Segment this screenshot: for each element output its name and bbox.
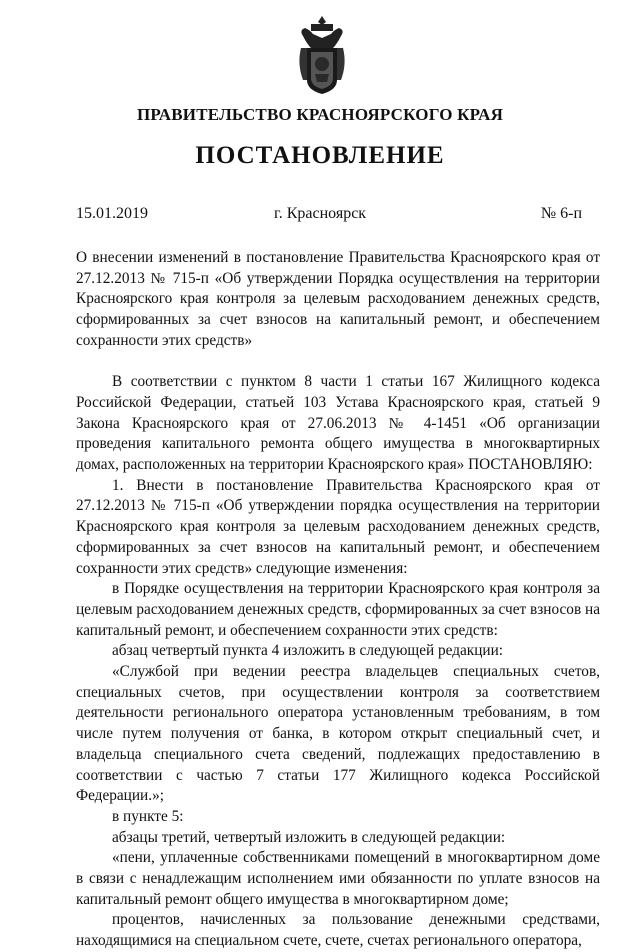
document-number: № 6-п — [540, 205, 582, 222]
coat-of-arms-icon — [297, 14, 347, 96]
document-body — [76, 248, 600, 952]
document-subject: О внесении изменений в постановление Правительства Красноярского края от 27.12.2013 № 715-п «Об утверждении Порядка осуществления на территории Красноярского края контроля за целевым расходованием денежных средств, сформированных за счет взносов на капитальный ремонт, и обеспечением сохранности этих средств» — [76, 249, 600, 349]
paragraph-procedure-intro: в Порядке осуществления на территории Красноярского края контроля за целевым расходованием денежных средств, сформированных за счет взносов на капитальный ремонт, и обеспечением сохранности этих средств: — [76, 580, 600, 639]
document-type-title: ПОСТАНОВЛЕНИЕ — [195, 142, 445, 169]
paragraph-clause-4: абзац четвертый пункта 4 изложить в следующей редакции: — [112, 642, 504, 660]
document-city: г. Красноярск — [273, 205, 367, 222]
document-date: 15.01.2019 — [76, 205, 148, 222]
paragraph-clause-5: в пункте 5: — [112, 807, 184, 825]
organization-title: ПРАВИТЕЛЬСТВО КРАСНОЯРСКОГО КРАЯ — [136, 105, 504, 124]
paragraph-item-1: 1. Внести в постановление Правительства Красноярского края от 27.12.2013 № 715-п «Об утверждении порядка осуществления на территории Красноярского края контроля за целевым расходованием денежных средств, сформированных за счет взносов на капитальный ремонт, и обеспечением сохранности этих средств» следующие изменения: — [76, 476, 600, 577]
paragraph-interest: процентов, начисленных за пользование денежными средствами, находящимися на специальном счете, счете, счетах регионального оператора, — [76, 911, 600, 950]
paragraph-paragraphs-3-4: абзацы третий, четвертый изложить в следующей редакции: — [112, 828, 506, 846]
paragraph-quote-penalties: «пени, уплаченные собственниками помещений в многоквартирном доме в связи с ненадлежащим исполнением ими обязанности по уплате взносов на капитальный ремонт общего имущества в многоквартирном доме; — [76, 849, 600, 908]
paragraph-preamble: В соответствии с пунктом 8 части 1 статьи 167 Жилищного кодекса Российской Федерации, статьей 103 Устава Красноярского края, статьей 9 Закона Красноярского края от 27.06.2013 № 4-1451 «Об организации проведения капитального ремонта общего имущества в многоквартирных домах, расположенных на территории Красноярского края» ПОСТАНОВЛЯЮ: — [76, 373, 600, 474]
paragraph-quote-service: «Службой при ведении реестра владельцев специальных счетов, специальных счетов, при осуществлении контроля за соответствием деятельности регионального оператора установленным требованиям, в том числе путем получения от банка, в котором открыт специальный счет, и владельца специального счета сведений, подлежащих предоставлению в соответствии с частью 7 статьи 177 Жилищного кодекса Российской Федерации.»; — [76, 663, 600, 805]
